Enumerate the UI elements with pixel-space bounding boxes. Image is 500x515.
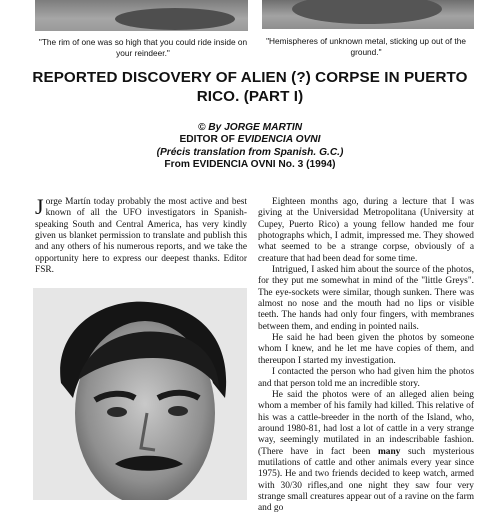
top-right-photo xyxy=(262,0,474,29)
paragraph-3: He said he had been given the photos by someone whom I knew, and he let me have copies of them, and thereupon I started my investigation. xyxy=(258,333,474,366)
caption-left: "The rim of one was so high that you could ride inside on your reindeer." xyxy=(38,37,248,58)
byline-translation-note: (Précis translation from Spanish. G.C.) xyxy=(156,146,344,158)
byline-author: © By JORGE MARTIN xyxy=(197,122,303,133)
paragraph-2: Intrigued, I asked him about the source of the photos, for they put me somewhat in mind of the "little Greys". The eye-sockets were similar, though sunken. There was almost no nose and the mouth had no lips or visible teeth. The hands had only four fingers, with membranes between them, and ending in pointed nails. xyxy=(258,265,474,332)
byline-editor: EDITOR OF EVIDENCIA OVNI xyxy=(179,134,321,146)
portrait-image xyxy=(33,288,247,500)
byline-source: From EVIDENCIA OVNI No. 3 (1994) xyxy=(164,158,336,170)
paragraph-5: He said the photos were of an alleged alien being whom a member of his family had killed. This relative of his was a cattle-breeder in the north of the Island, who, around 1980-81, had lost a lot of cattle in a very strange way, seemingly mutilated in an indescribable fashion. (There have in fact been many such mysterious mutilations of cattle and other animals every year since 1975). He and two friends decided to keep watch, armed with 30/30 rifles,and one night they saw four very strange small creatures appear out of a ravine on the farm and go xyxy=(258,389,474,514)
drop-cap: J xyxy=(35,194,44,219)
byline xyxy=(120,122,380,171)
article-title: REPORTED DISCOVERY OF ALIEN (?) CORPSE IN PUERTO RICO. (PART I) xyxy=(32,69,468,105)
emphasis-many: many xyxy=(377,446,401,457)
paragraph-4: I contacted the person who had given him the photos and that person told me an incredible story. xyxy=(258,367,474,389)
author-portrait xyxy=(33,288,247,500)
intro-paragraph: Jorge Martín today probably the most active and best known of all the UFO investigators in Spanish-speaking South and Central America, has very kindly given us blanket permission to translate and publish this and any others of his numerous reports, and we take the opportunity here to express our deepest thanks. Editor FSR. xyxy=(35,194,247,276)
right-column xyxy=(258,197,474,515)
caption-right: "Hemispheres of unknown metal, sticking up out of the ground." xyxy=(266,36,466,57)
publication-name: EVIDENCIA OVNI xyxy=(237,134,321,146)
paragraph-1: Eighteen months ago, during a lecture that I was giving at the Universidad Metropolitana (University at Cupey, Puerto Rico) a young fellow handed me four photographs which, I admit, impressed me. They showed what seemed to be a strange corpse, obviously of a creature that had been dead for some time. xyxy=(258,197,474,264)
top-left-photo xyxy=(35,0,248,31)
left-column xyxy=(35,194,247,276)
